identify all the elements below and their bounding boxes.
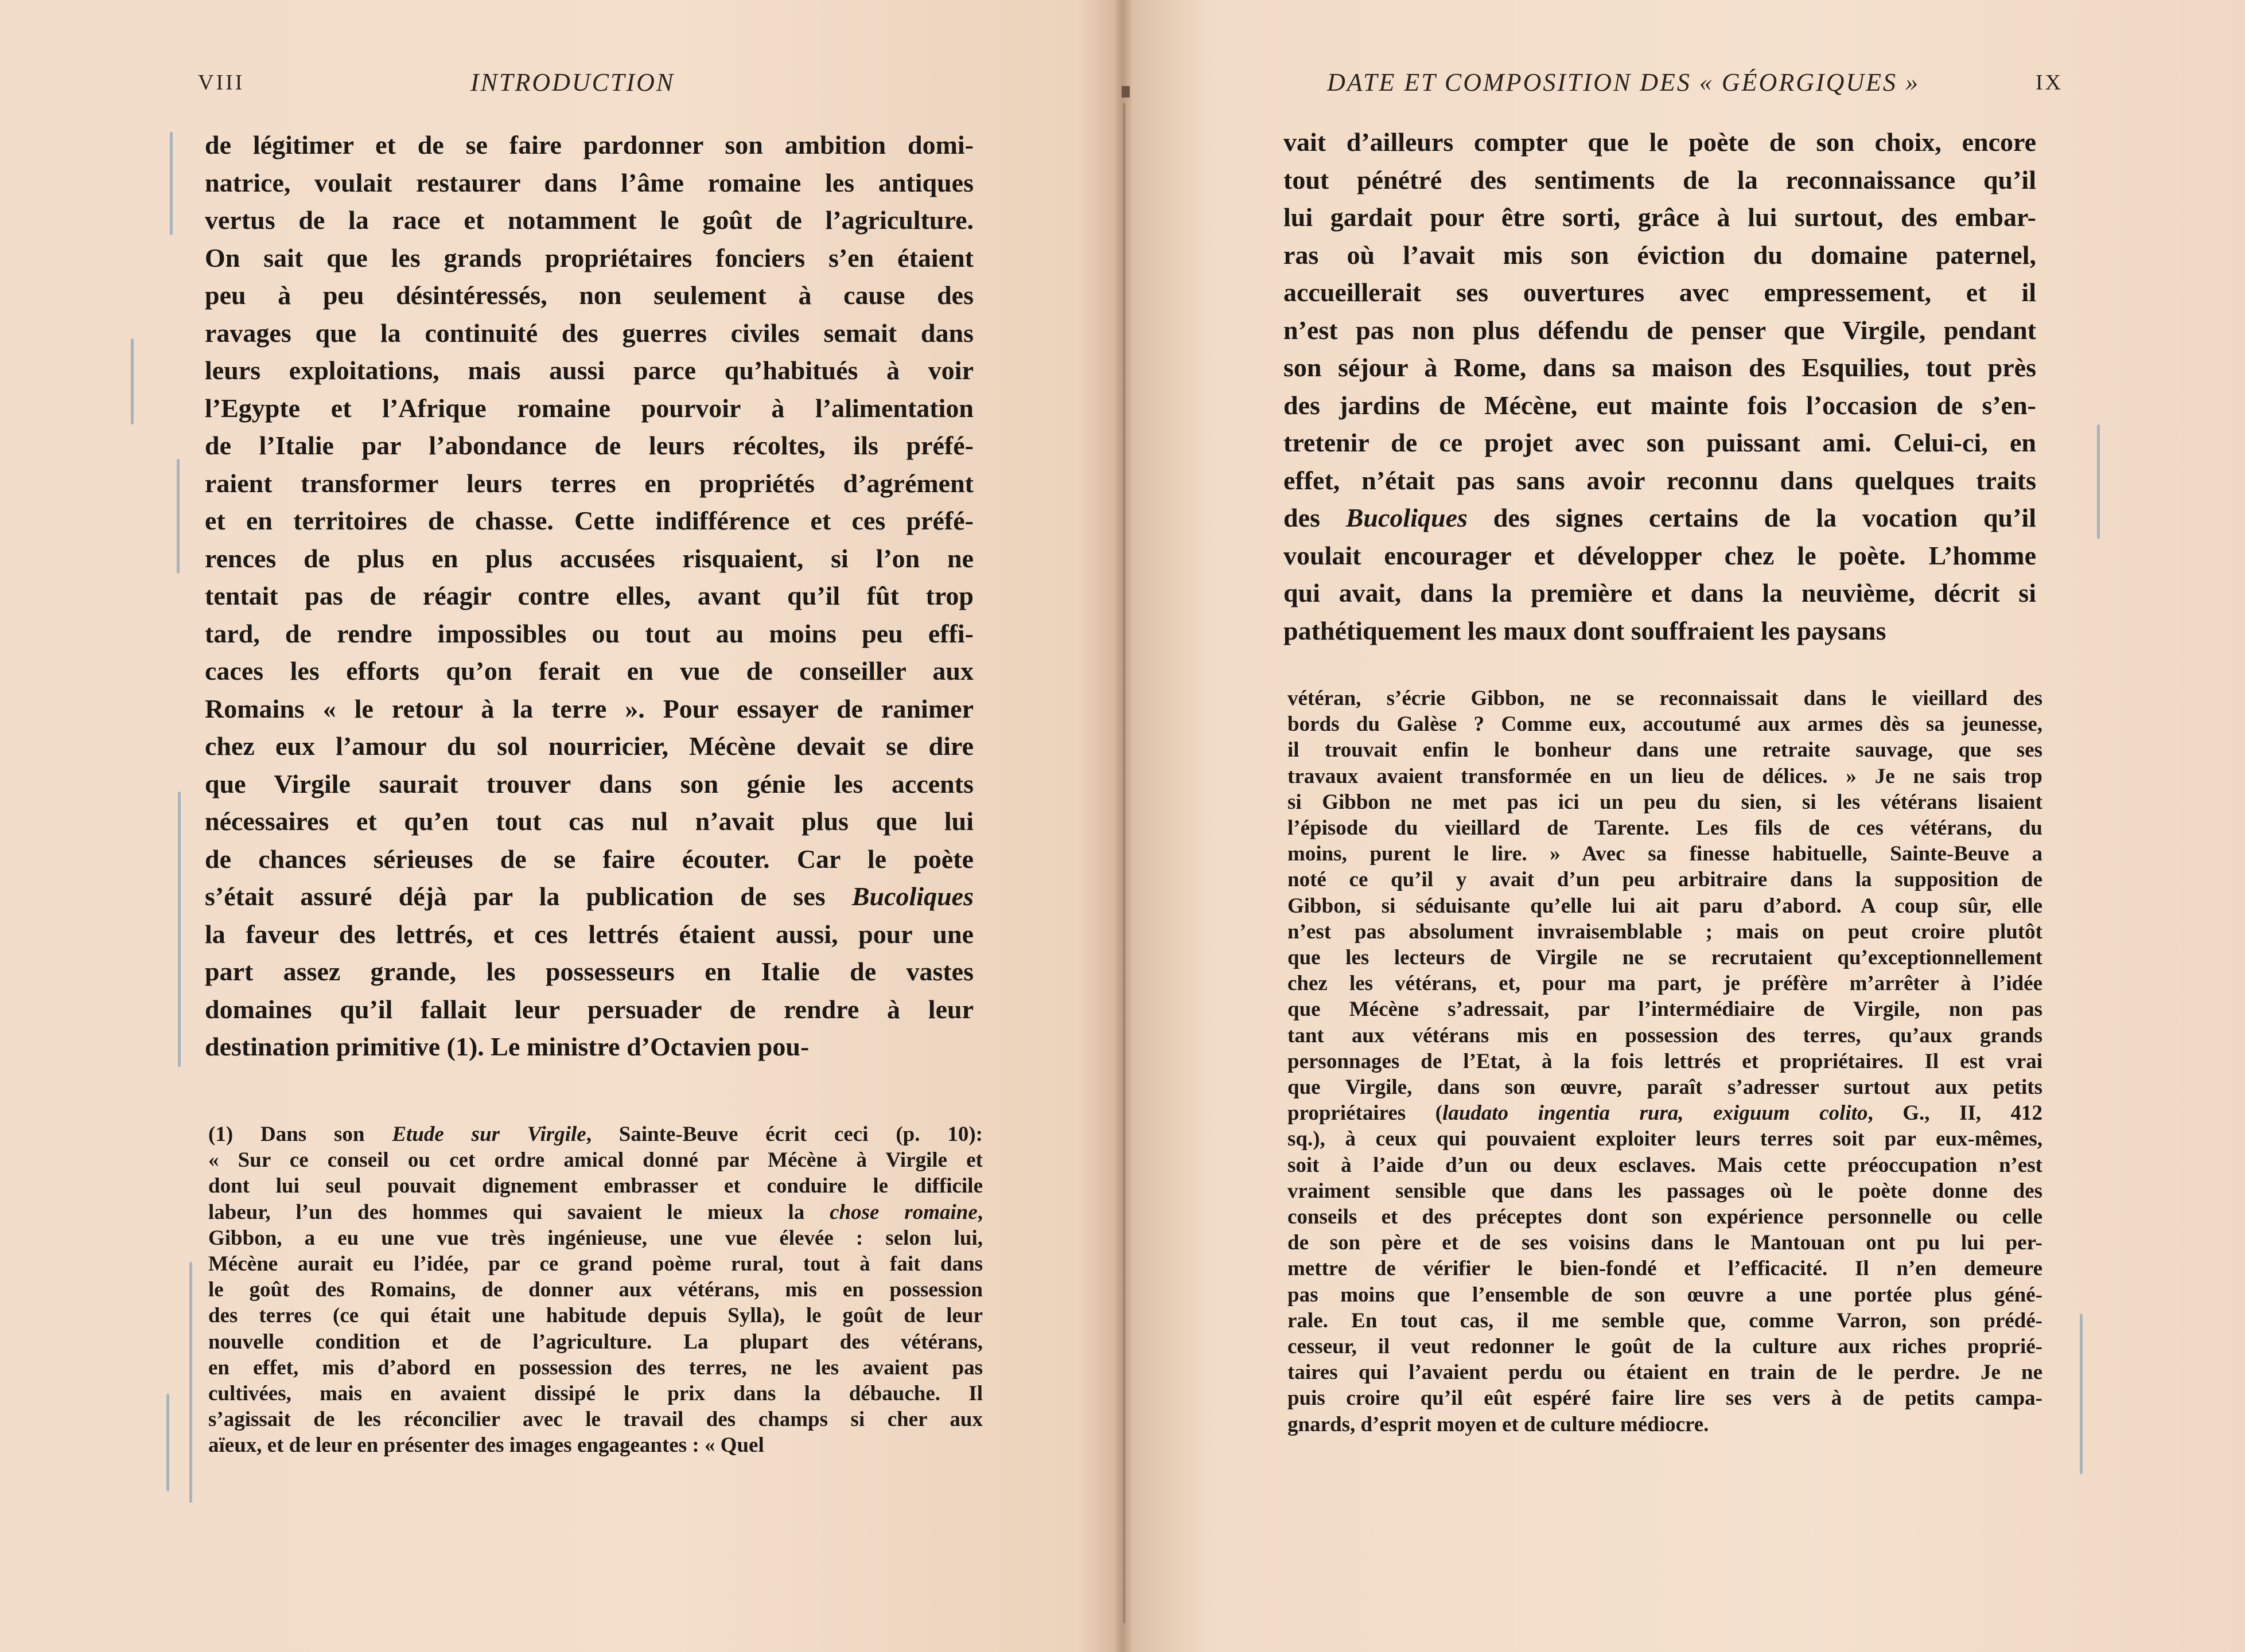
pencil-margin-mark bbox=[2097, 424, 2100, 539]
text-line: voulait encourager et développer chez le poète. L’homme bbox=[1283, 540, 2036, 570]
text-line: nouvelle condition et de l’agriculture. La plupart des vétérans, bbox=[208, 1330, 983, 1354]
text-line: (1) Dans son Etude sur Virgile, Sainte-Beuve écrit ceci (p. 10): bbox=[208, 1123, 983, 1146]
text-line: n’est pas absolument invraisemblable ; mais on peut croire plutôt bbox=[1287, 919, 2042, 944]
left-page-number: VIII bbox=[198, 71, 245, 95]
text-line: si Gibbon ne met pas ici un peu du sien, si les vétérans lisaient bbox=[1287, 790, 2042, 814]
text-line: s’agissait de les réconcilier avec le travail des champs si cher aux bbox=[208, 1408, 983, 1432]
text-line: cultivées, mais en avaient dissipé le prix dans la débauche. Il bbox=[208, 1382, 983, 1406]
text-line: labeur, l’un des hommes qui savaient le mieux la chose romaine, bbox=[208, 1200, 983, 1224]
text-line: rences de plus en plus accusées risquaient, si l’on ne bbox=[205, 543, 974, 573]
text-line: le goût des Romains, de donner aux vétérans, mis en possession bbox=[208, 1278, 983, 1302]
text-line: mettre de vérifier le bien-fondé et l’efficacité. Il n’en demeure bbox=[1287, 1257, 2042, 1281]
text-line: tard, de rendre impossibles ou tout au moins peu effi- bbox=[205, 618, 974, 648]
left-body-text bbox=[205, 126, 974, 1066]
text-line: vertus de la race et notamment le goût de l’agriculture. bbox=[205, 205, 974, 235]
text-line: travaux avaient transformée en un lieu de délices. » Je ne sais trop bbox=[1287, 764, 2042, 788]
text-line: vraiment sensible que dans les passages où le poète donne des bbox=[1287, 1179, 2042, 1203]
text-line: part assez grande, les possesseurs en Italie de vastes bbox=[205, 957, 974, 986]
right-page bbox=[1125, 0, 2245, 1652]
left-footnote bbox=[208, 1121, 983, 1459]
text-line: domaines qu’il fallait leur persuader de rendre à leur bbox=[205, 994, 974, 1024]
text-line: tant aux vétérans mis en possession des terres, qu’aux grands bbox=[1287, 1023, 2042, 1047]
text-line: destination primitive (1). Le ministre d’Octavien pou- bbox=[205, 1032, 810, 1061]
text-line: moins, purent le lire. » Avec sa finesse habituelle, Sainte-Beuve a bbox=[1287, 842, 2042, 866]
right-footnote bbox=[1287, 685, 2042, 1437]
pencil-margin-mark bbox=[2080, 1314, 2083, 1474]
text-line: que Virgile saurait trouver dans son génie les accents bbox=[205, 769, 974, 798]
text-line: de légitimer et de se faire pardonner son ambition domi- bbox=[205, 130, 974, 159]
text-line: pas moins que l’ensemble de son œuvre a une portée plus géné- bbox=[1287, 1283, 2042, 1307]
text-line: aïeux, et de leur en présenter des images engageantes : « Quel bbox=[208, 1433, 764, 1458]
text-line: que les lecteurs de Virgile ne se recrutaient qu’exceptionnellement bbox=[1287, 946, 2042, 970]
text-line: Romains « le retour à la terre ». Pour essayer de ranimer bbox=[205, 693, 974, 723]
text-line: il trouvait enfin le bonheur dans une retraite sauvage, que ses bbox=[1287, 738, 2042, 762]
text-line: l’épisode du vieillard de Tarente. Les fils de ces vétérans, du bbox=[1287, 816, 2042, 840]
text-line: noté ce qu’il y avait d’un peu arbitraire dans la supposition de bbox=[1287, 868, 2042, 892]
text-line: puis croire qu’il eût espéré faire lire ses vers à de petits campa- bbox=[1287, 1386, 2042, 1411]
pencil-margin-mark bbox=[170, 132, 173, 235]
text-line: vétéran, s’écrie Gibbon, ne se reconnaissait dans le vieillard des bbox=[1287, 687, 2042, 710]
text-line: personnages de l’Etat, à la fois lettrés et propriétaires. Il est vrai bbox=[1287, 1049, 2042, 1073]
right-body-text bbox=[1283, 123, 2036, 649]
text-line: On sait que les grands propriétaires fonciers s’en étaient bbox=[205, 243, 974, 272]
text-line: chez eux l’amour du sol nourricier, Mécène devait se dire bbox=[205, 731, 974, 761]
pencil-margin-mark bbox=[166, 1394, 169, 1491]
text-line: Gibbon, si séduisante qu’elle lui ait paru d’abord. A coup sûr, elle bbox=[1287, 894, 2042, 918]
text-line: nécessaires et qu’en tout cas nul n’avait plus que lui bbox=[205, 806, 974, 836]
text-line: tentait pas de réagir contre elles, avant qu’il fût trop bbox=[205, 581, 974, 610]
text-line: cesseur, il veut redonner le goût de la culture aux riches proprié- bbox=[1287, 1335, 2042, 1359]
pencil-margin-mark bbox=[189, 1262, 192, 1503]
text-line: leurs exploitations, mais aussi parce qu’habitués à voir bbox=[205, 356, 974, 385]
text-line: effet, n’était pas sans avoir reconnu dans quelques traits bbox=[1283, 465, 2036, 495]
text-line: que Mécène s’adressait, par l’intermédiaire de Virgile, non pas bbox=[1287, 998, 2042, 1022]
text-line: bords du Galèse ? Comme eux, accoutumé aux armes dès sa jeunesse, bbox=[1287, 712, 2042, 737]
text-line: des Bucoliques des signes certains de la vocation qu’il bbox=[1283, 503, 2036, 532]
text-line: caces les efforts qu’on ferait en vue de conseiller aux bbox=[205, 656, 974, 685]
left-running-head: INTRODUCTION bbox=[470, 68, 675, 96]
text-line: tretenir de ce projet avec son puissant ami. Celui-ci, en bbox=[1283, 428, 2036, 457]
text-line: de son père et de ses voisins dans le Mantouan ont pu lui per- bbox=[1287, 1231, 2042, 1255]
text-line: dont lui seul pouvait dignement embrasser et conduire le difficile bbox=[208, 1174, 983, 1198]
text-line: Mécène aurait eu l’idée, par ce grand poème rural, tout à fait dans bbox=[208, 1252, 983, 1276]
text-line: raient transformer leurs terres en propriétés d’agrément bbox=[205, 468, 974, 498]
text-line: propriétaires (laudato ingentia rura, exiguum colito, G., II, 412 bbox=[1287, 1101, 2043, 1125]
text-line: ras où l’avait mis son éviction du domaine paternel, bbox=[1283, 240, 2036, 270]
text-line: des terres (ce qui était une habitude depuis Sylla), le goût de leur bbox=[208, 1304, 983, 1328]
pencil-margin-mark bbox=[178, 792, 181, 1067]
text-line: s’était assuré déjà par la publication de ses Bucoliques bbox=[205, 882, 974, 911]
right-running-head: DATE ET COMPOSITION DES « GÉORGIQUES » bbox=[1327, 68, 1920, 96]
text-line: et en territoires de chasse. Cette indifférence et ces préfé- bbox=[205, 506, 974, 535]
pencil-margin-mark bbox=[177, 459, 180, 574]
text-line: son séjour à Rome, dans sa maison des Esquilies, tout près bbox=[1283, 353, 2036, 382]
text-line: de chances sérieuses de se faire écouter. Car le poète bbox=[205, 844, 974, 874]
right-page-number: IX bbox=[2036, 71, 2064, 95]
text-line: « Sur ce conseil ou cet ordre amical donné par Mécène à Virgile et bbox=[208, 1148, 983, 1172]
text-line: taires qui l’avaient perdu ou étaient en train de le perdre. Je ne bbox=[1287, 1361, 2042, 1385]
text-line: accueillerait ses ouvertures avec empressement, et il bbox=[1283, 278, 2036, 307]
text-line: soit à l’aide d’un ou deux esclaves. Mais cette préoccupation n’est bbox=[1287, 1153, 2042, 1177]
text-line: Gibbon, a eu une vue très ingénieuse, une vue élevée : selon lui, bbox=[208, 1226, 983, 1250]
text-line: pathétiquement les maux dont souffraient les paysans bbox=[1283, 615, 1886, 645]
text-line: l’Egypte et l’Afrique romaine pourvoir à l’alimentation bbox=[205, 393, 974, 423]
text-line: rale. En tout cas, il me semble que, comme Varron, son prédé- bbox=[1287, 1308, 2042, 1332]
text-line: sq.), à ceux qui pouvaient exploiter leurs terres soit par eux-mêmes, bbox=[1287, 1127, 2042, 1151]
text-line: n’est pas non plus défendu de penser que Virgile, pendant bbox=[1283, 315, 2036, 345]
text-line: conseils et des préceptes dont son expérience personnelle ou celle bbox=[1287, 1205, 2042, 1229]
text-line: chez les vétérans, et, pour ma part, je préfère m’arrêter à l’idée bbox=[1287, 972, 2042, 996]
text-line: qui avait, dans la première et dans la neuvième, décrit si bbox=[1283, 578, 2036, 607]
text-line: tout pénétré des sentiments de la reconnaissance qu’il bbox=[1283, 165, 2036, 194]
text-line: ravages que la continuité des guerres civiles semait dans bbox=[205, 318, 974, 348]
text-line: en effet, mis d’abord en possession des terres, ne les avaient pas bbox=[208, 1355, 983, 1380]
text-line: natrice, voulait restaurer dans l’âme romaine les antiques bbox=[205, 167, 974, 197]
text-line: que Virgile, dans son œuvre, paraît s’adresser surtout aux petits bbox=[1287, 1076, 2042, 1100]
text-line: vait d’ailleurs compter que le poète de son choix, encore bbox=[1283, 127, 2036, 157]
text-line: peu à peu désintéressés, non seulement à cause des bbox=[205, 280, 974, 310]
text-line: de l’Italie par l’abondance de leurs récoltes, ils préfé- bbox=[205, 431, 974, 460]
text-line: des jardins de Mécène, eut mainte fois l’occasion de s’en- bbox=[1283, 390, 2036, 420]
pencil-margin-mark bbox=[131, 338, 134, 424]
text-line: gnards, d’esprit moyen et de culture médiocre. bbox=[1287, 1412, 1709, 1436]
text-line: lui gardait pour être sorti, grâce à lui surtout, des embar- bbox=[1283, 202, 2036, 232]
text-line: la faveur des lettrés, et ces lettrés étaient aussi, pour une bbox=[205, 919, 974, 949]
